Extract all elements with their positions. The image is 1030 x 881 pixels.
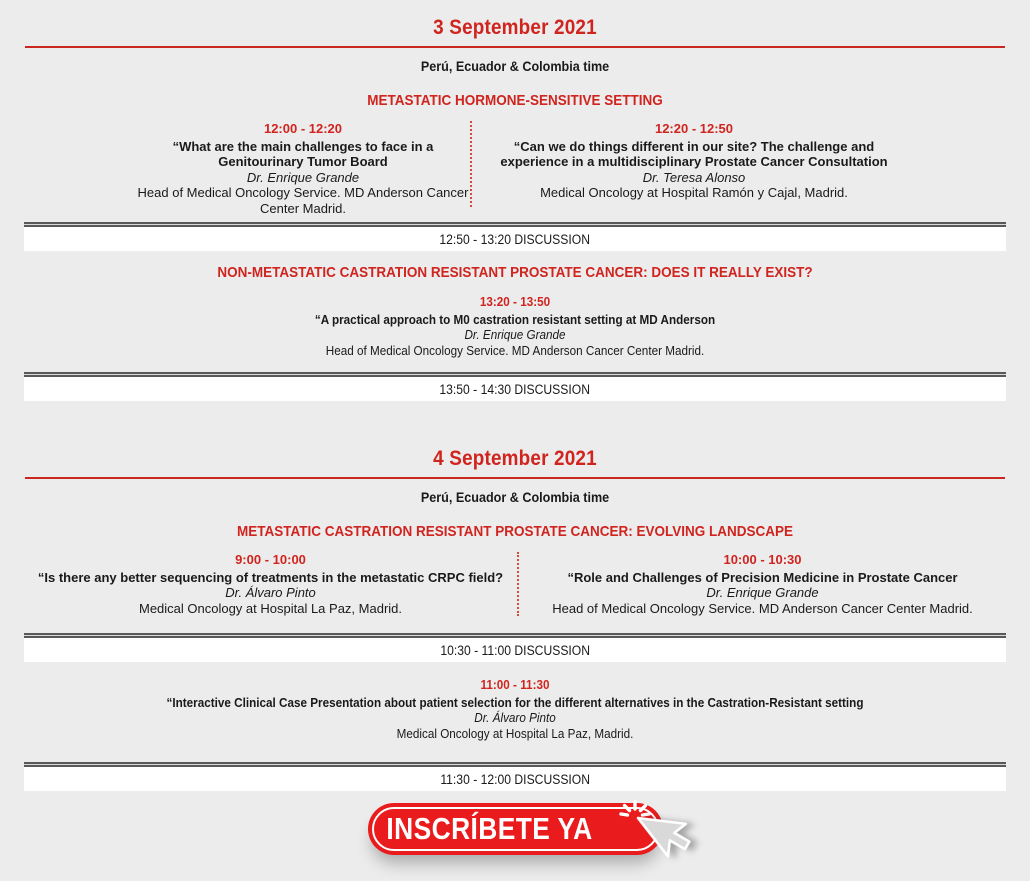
session-time: 12:20 - 12:50 (654, 121, 734, 136)
session-affiliation: Medical Oncology at Hospital Ramón y Cajal, Madrid. (540, 185, 848, 200)
session-title: “What are the main challenges to face in a Genitourinary Tumor Board (172, 138, 434, 169)
session-card (470, 121, 1006, 207)
session-time: 11:00 - 11:30 (480, 677, 550, 692)
date-underline (25, 477, 1005, 479)
discussion-label: DISCUSSION (514, 231, 591, 247)
discussion-label: DISCUSSION (514, 381, 591, 397)
cta-area (0, 803, 1030, 855)
session-card (73, 677, 957, 741)
discussion-time: 11:30 - 12:00 (440, 771, 511, 787)
session-time: 9:00 - 10:00 (235, 552, 306, 567)
discussion-bar (24, 372, 1006, 401)
day-title: 4 September 2021 (433, 447, 597, 470)
discussion-bar (24, 633, 1006, 662)
session-affiliation: Head of Medical Oncology Service. MD Anderson Cancer Center Madrid. (552, 600, 973, 616)
timezone-note: Perú, Ecuador & Colombia time (420, 489, 610, 505)
session-speaker: Dr. Enrique Grande (246, 169, 360, 185)
session-title: “Can we do things different in our site? The challenge and experience in a multidisciplinary Prostate Cancer Consultation (500, 138, 888, 169)
session-card (517, 552, 1006, 616)
day-section-4-september (0, 401, 1030, 791)
session-heading-afternoon: NON-METASTATIC CASTRATION RESISTANT PROSTATE CANCER: DOES IT REALLY EXIST? (217, 264, 813, 281)
session-speaker: Dr. Álvaro Pinto (474, 710, 556, 725)
session-affiliation: Head of Medical Oncology Service. MD Anderson Cancer Center Madrid. (137, 185, 469, 216)
session-time: 10:00 - 10:30 (723, 552, 802, 567)
discussion-label: DISCUSSION (514, 771, 590, 787)
click-burst-icon (621, 802, 649, 815)
session-title: “Interactive Clinical Case Presentation about patient selection for the different alternatives in the Castration-Resistant setting (166, 694, 864, 710)
session-heading-morning: METASTATIC HORMONE-SENSITIVE SETTING (367, 92, 663, 109)
discussion-time: 10:30 - 11:00 (440, 642, 511, 658)
session-card (73, 294, 957, 358)
date-underline (25, 46, 1005, 48)
session-pair-row (24, 552, 1006, 616)
session-speaker: Dr. Álvaro Pinto (225, 585, 316, 600)
session-card (24, 552, 517, 616)
discussion-bar (24, 222, 1006, 251)
session-affiliation: Head of Medical Oncology Service. MD Anderson Cancer Center Madrid. (325, 342, 705, 358)
session-card (24, 121, 470, 216)
session-time: 13:20 - 13:50 (479, 294, 551, 309)
register-button[interactable] (368, 803, 663, 855)
session-affiliation: Medical Oncology at Hospital La Paz, Madrid. (396, 725, 634, 741)
timezone-note: Perú, Ecuador & Colombia time (420, 58, 610, 74)
session-affiliation: Medical Oncology at Hospital La Paz, Madrid. (138, 600, 402, 616)
day-title: 3 September 2021 (433, 16, 597, 39)
session-title: “Is there any better sequencing of treatments in the metastatic CRPC field? (37, 569, 504, 585)
session-time: 12:00 - 12:20 (263, 121, 343, 136)
click-cursor-icon (613, 801, 683, 881)
session-title: “A practical approach to M0 castration resistant setting at MD Anderson (314, 311, 716, 327)
session-pair-row (24, 121, 1006, 216)
session-speaker: Dr. Teresa Alonso (642, 169, 746, 185)
day-section-3-september (0, 0, 1030, 401)
discussion-time: 13:50 - 14:30 (439, 381, 512, 397)
register-button-label: INSCRÍBETE YA (385, 811, 593, 846)
session-speaker: Dr. Enrique Grande (706, 585, 819, 600)
session-title: “Role and Challenges of Precision Medicine in Prostate Cancer (567, 569, 958, 585)
discussion-time: 12:50 - 13:20 (439, 231, 512, 247)
mouse-pointer-icon (638, 797, 698, 860)
discussion-bar (24, 762, 1006, 791)
discussion-label: DISCUSSION (514, 642, 590, 658)
session-heading-morning: METASTATIC CASTRATION RESISTANT PROSTATE CANCER: EVOLVING LANDSCAPE (236, 523, 794, 540)
session-speaker: Dr. Enrique Grande (464, 327, 566, 342)
